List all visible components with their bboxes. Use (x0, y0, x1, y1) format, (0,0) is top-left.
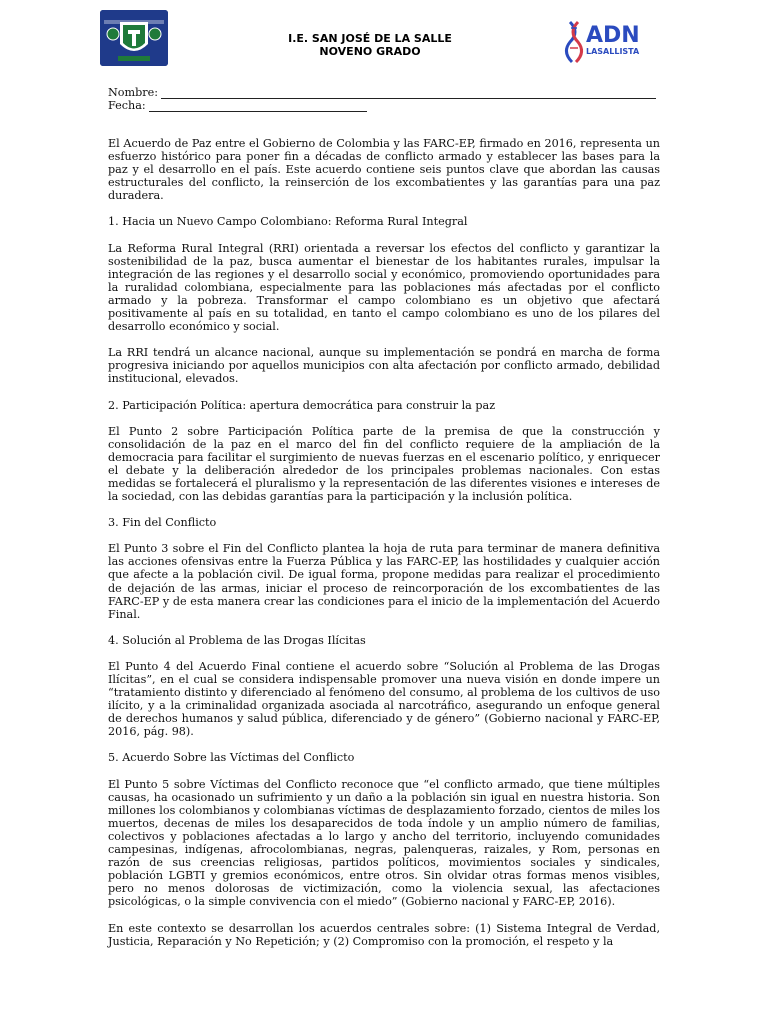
section-heading: 2. Participación Política: apertura democrática para construir la paz (108, 398, 496, 412)
adn-lasallista-logo (564, 18, 664, 66)
section-heading: 1. Hacia un Nuevo Campo Colombiano: Reforma Rural Integral (108, 215, 468, 229)
paragraph: La RRI tendrá un alcance nacional, aunque su implementación se pondrá en marcha de forma progresiva iniciando por aquellos municipios con alta afectación por conflicto armado, debilidad institucional, elevados. (108, 346, 660, 386)
paragraph: El Punto 5 sobre Víctimas del Conflicto reconoce que “el conflicto armado, que tiene múltiples causas, ha ocasionado un sufrimiento y un daño a la población sin igual en nuestra historia. Son millones los colombianos y colombianas víctimas de desplazamiento forzado, cientos de miles los muertos, decenas de miles los desaparecidos de toda índole y un amplio número de familias, colectivos y poblaciones afectadas a lo largo y ancho del territorio, incluyendo comunidades campesinas, indígenas, afrocolombianas, negras, palenqueras, raizales, y Rom, personas en razón de sus creencias religiosas, partidos políticos, movimientos sociales y sindicales, población LGBTI y gremios económicos, entre otros. Sin olvidar otras formas menos visibles, pero no menos dolorosas de victimización, como la violencia sexual, las afectaciones psicológicas, o la simple convivencia con el miedo” (Gobierno nacional y FARC-EP, 2016). (108, 777, 660, 909)
date-field-row (108, 99, 668, 112)
paragraph: La Reforma Rural Integral (RRI) orientada a reversar los efectos del conflicto y garantizar la sostenibilidad de la paz, busca aumentar el bienestar de los habitantes rurales, impulsar la integración de las regiones y el desarrollo social y económico, promoviendo oportunidades para la ruralidad colombiana, especialmente para las poblaciones más afectadas por el conflicto armado y la pobreza. Transformar el campo colombiano es un objetivo que afectará positivamente al país en su totalidad, en tanto el campo colombiano es uno de los pilares del desarrollo económico y social. (108, 241, 660, 334)
document-header (100, 10, 670, 70)
school-name: I.E. SAN JOSÉ DE LA SALLE (288, 32, 452, 45)
student-fields (108, 86, 668, 112)
name-field-row (108, 86, 668, 99)
date-line[interactable] (149, 101, 367, 112)
date-label: Fecha: (108, 98, 146, 112)
adn-logo-text: ADN (586, 23, 640, 48)
paragraph: El Punto 2 sobre Participación Política parte de la premisa de que la construcción y consolidación de la paz en el marco del fin del conflicto requiere de la ampliación de la democracia para facilitar el surgimiento de nuevas fuerzas en el escenario político, y enriquecer el debate y la deliberación alrededor de los principales problemas nacionales. Con estas medidas se fortalecerá el pluralismo y la representación de las diferentes visiones e intereses de la sociedad, con las debidas garantías para la participación y la inclusión política. (108, 424, 660, 504)
section-heading: 5. Acuerdo Sobre las Víctimas del Conflicto (108, 751, 355, 765)
document-body (108, 137, 660, 961)
section-heading: 3. Fin del Conflicto (108, 516, 217, 530)
section-heading: 4. Solución al Problema de las Drogas Ilícitas (108, 633, 366, 647)
grade-name: NOVENO GRADO (319, 45, 421, 58)
paragraph: El Punto 3 sobre el Fin del Conflicto plantea la hoja de ruta para terminar de manera definitiva las acciones ofensivas entre la Fuerza Pública y las FARC-EP, las hostilidades y cualquier acción que afecte a la población civil. De igual forma, propone medidas para realizar el procedimiento de dejación de las armas, iniciar el proceso de reincorporación de los excombatientes de las FARC-EP y de esta manera crear las condiciones para el inicio de la implementación del Acuerdo Final. (108, 542, 660, 621)
name-line[interactable] (161, 88, 656, 99)
header-title (250, 32, 490, 58)
paragraph: El Punto 4 del Acuerdo Final contiene el acuerdo sobre “Solución al Problema de las Drogas Ilícitas”, en el cual se considera indispensable promover una nueva visión en donde impere un “tratamiento distinto y diferenciado al fenómeno del consumo, al problema de los cultivos de uso ilícito, y a la criminalidad organizada asociada al narcotráfico, asegurando un enfoque general de derechos humanos y salud pública, diferenciado y de género” (Gobierno nacional y FARC-EP, 2016, pág. 98). (108, 659, 660, 739)
paragraph: El Acuerdo de Paz entre el Gobierno de Colombia y las FARC-EP, firmado en 2016, representa un esfuerzo histórico para poner fin a décadas de conflicto armado y establecer las bases para la paz y el desarrollo en el país. Este acuerdo contiene seis puntos clave que abordan las causas estructurales del conflicto, la reinserción de los excombatientes y las garantías para una paz duradera. (108, 137, 660, 203)
paragraph: En este contexto se desarrollan los acuerdos centrales sobre: (1) Sistema Integral de Verdad, Justicia, Reparación y No Repetición; y (2) Compromiso con la promoción, el respeto y la (108, 921, 660, 948)
lasallista-logo-text: LASALLISTA (586, 47, 640, 56)
name-label: Nombre: (108, 85, 159, 99)
school-crest-logo (100, 10, 168, 66)
